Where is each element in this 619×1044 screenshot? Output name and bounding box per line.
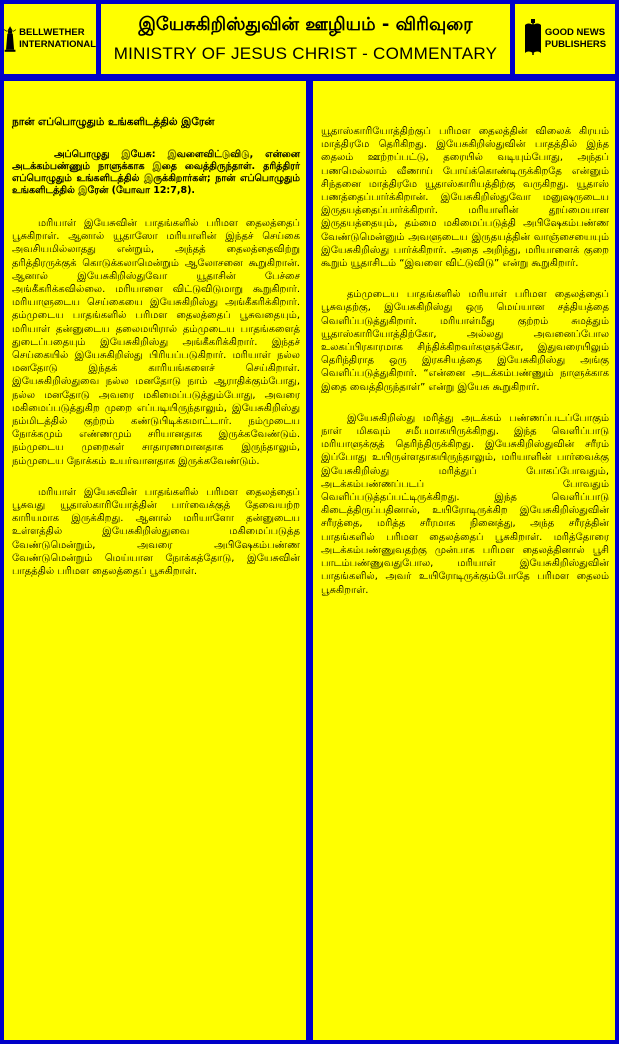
page-title-english: MINISTRY OF JESUS CHRIST - COMMENTARY	[113, 44, 498, 63]
paragraph: தம்முடைய பாதங்களில் மரியாள் பரிமள தைலத்தைப் பூசுவதற்கு, இயேசுகிறிஸ்து ஒரு மெய்யான சத்தியத்தை வெளிப்படுத்துகிறார். மரியாள்மீது குற்றம் சுமத்தும் யூதாஸ்காரியோத்திற்கோ, அல்லது அவனைப்போல உலகப்பிரகாரமாக சிந்திக்கிறவர்களுக்கோ, இதுவரையிலும் தெரிந்திராத ஒரு இரகசியத்தை இயேசுகிறிஸ்து அங்கு வெளிப்படுத்துகிறார். “என்னை அடக்கம்பண்ணும் நாளுக்காக இதை வைத்திருந்தாள்” என்று இயேசு கூறுகிறார்.	[321, 289, 609, 393]
title-banner	[101, 4, 510, 74]
paragraph: யூதாஸ்காரியோத்திற்குப் பரிமள தைலத்தின் விலைக் கிரயம் மாத்திரமே தெரிகிறது. இயேசுகிறிஸ்துவின் பாதத்தில் இந்த தைலம் ஊற்றப்பட்டு, தரையில் வடியும்போது, அந்தப் பணமெல்லாம் வீணாய் போய்க்கொண்டிருக்கிறதே என்னும் சிந்தனை மாத்திரமே யூதாஸ்காரியத்திற்கு வருகிறது. யூதாஸ் பணத்தைப்பார்க்கிறான். இயேசுகிறிஸ்துவோ மனுஷருடைய இருதயத்தைப்பார்க்கிறார். மரியாளின் தூய்மையான இருதயத்தையும், தம்மை மகிமைப்படுத்தி அபிஷேகம்பண்ண வேண்டுமென்னும் அவளுடைய இருதயத்தின் வாஞ்சையையும் இயேசுகிறிஸ்து பார்க்கிறார். அதை அறிந்து, மரியாளைக் குறை கூறும் யூதாசிடம் “இவளை விட்டுவிடு” என்று கூறுகிறார்.	[321, 126, 609, 270]
page-title-tamil: இயேசுகிறிஸ்துவின் ஊழியம் - விரிவுரை	[138, 14, 473, 35]
article-heading: நான் எப்பொழுதும் உங்களிடத்தில் இரேன்	[12, 116, 215, 128]
lighthouse-icon	[4, 19, 16, 59]
right-logo-line1: GOOD NEWS	[544, 27, 606, 38]
left-column	[4, 81, 306, 1040]
good-news-logo	[515, 4, 615, 74]
left-logo-line2: INTERNATIONAL	[19, 39, 96, 50]
book-icon	[524, 19, 542, 59]
scripture-quote: அப்பொழுது இயேசு: இவளைவிட்டுவிடு, என்னை அடக்கம்பண்ணும் நாளுக்காக இதை வைத்திருந்தாள். தரித்திரர் எப்பொழுதும் உங்களிடத்தில் இருக்கிறார்கள்; நான் எப்பொழுதும் உங்களிடத்தில் இரேன் (யோவா 12:7,8).	[12, 149, 300, 196]
right-logo-line2: PUBLISHERS	[544, 39, 607, 50]
right-column	[313, 81, 615, 1040]
paragraph: இயேசுகிறிஸ்து மரித்து அடக்கம் பண்ணப்படப்போகும் நாள் மிகவும் சமீபமாகயிருக்கிறது. இந்த வெளிப்பாடு மரியாளுக்குத் தெரிந்திருக்கிறது. இயேசுகிறிஸ்துவின் சரீரம் இப்போது உயிருள்ளதாகயிருந்தாலும், மரியாளின் பார்வைக்கு இயேசுகிறிஸ்து மரித்துப் போகப்போவதும், அடக்கம்பண்ணப்படப் போவதும் வெளிப்படுத்தப்பட்டிருக்கிறது. இந்த வெளிப்பாடு கிடைத்திருப்பதினால், உயிரோடிருக்கிற இயேசுகிறிஸ்துவின் சரீரத்தை, மரித்த சரீரமாக நினைத்து, அந்த சரீரத்தின் பாதங்களில் பரிமள தைலத்தைப் பூசுகிறாள். மரித்தோரை அடக்கம்பண்ணுவதற்கு முன்பாக பரிமள தைலத்தினால் பூசி பாடம்பண்ணுவதுபோல, மரியாள் இயேசுகிறிஸ்துவின் பாதங்களில், அவர் உயிரோடிருக்கும்போதே பரிமள தைலம் பூசுகிறாள்.	[321, 412, 609, 596]
bellwether-logo	[4, 4, 96, 74]
paragraph: மரியாள் இயேசுவின் பாதங்களில் பரிமள தைலத்தைப் பூசுவது யூதாஸ்காரியோத்தின் பார்வைக்குத் தேவையற்ற காரியமாக இருக்கிறது. ஆனால் மரியாளோ தன்னுடைய உள்ளத்தில் இயேசுகிறிஸ்துவை மகிமைப்படுத்த வேண்டுமென்றும், அவரை அபிஷேகம்பண்ண வேண்டுமென்றும் மெய்யான நோக்கத்தோடு, இயேசுவின் பாதத்தில் பரிமள தைலத்தைப் பூசுகிறாள்.	[12, 486, 300, 578]
left-logo-line1: BELLWETHER	[19, 27, 85, 38]
paragraph: மரியாள் இயேசுவின் பாதங்களில் பரிமள தைலத்தைப் பூசுகிறாள். ஆனால் யூதாஸோ மரியாளின் இந்தச் செய்கை அவசியமில்லாதது என்றும், அந்தத் தைலத்தைவிற்று தரித்திரருக்குக் கொடுக்கலாமென்றும் ஆலோசனை கூறுகிறான். ஆனால் இயேசுகிறிஸ்துவோ யூதாசின் பேச்சை அங்கீகரிக்கவில்லை. மரியாளை விட்டுவிடுமாறு கூறுகிறார். மரியாளுடைய செய்கையை இயேசுகிறிஸ்து அங்கீகரிக்கிறார். தம்முடைய பாதங்களில் பரிமள தைலத்தைப் பூசுவதையும், மரியாள் தன்னுடைய தலைமயிரால் தம்முடைய பாதங்களைத் துடைப்பதையும் இயேசுகிறிஸ்து அங்கீகரிக்கிறார். இந்தச் செய்கையில் இயேசுகிறிஸ்து பிரியப்படுகிறார். மரியாள் நல்ல மனதோடு இந்தக் காரியங்களைச் செய்கிறாள். இயேசுகிறிஸ்துவை நல்ல மனதோடு நாம் ஆராதிக்கும்போது, நல்ல மனதோடு அவரை மகிமைப்படுத்தும்போது, அவரை மகிமைப்படுத்துகிற முறை எப்படியிருந்தாலும், இயேசுகிறிஸ்து நம்மிடத்தில் குற்றம் கண்டுபிடிக்கமாட்டார். நம்முடைய நோக்கமும் எண்ணமும் சரியானதாக இருக்கவேண்டும். நம்முடைய முறைகள் சாதாரணமானதாக இருந்தாலும், நம்முடைய நோக்கம் உயர்வானதாக இருக்கவேண்டும்.	[12, 218, 300, 467]
